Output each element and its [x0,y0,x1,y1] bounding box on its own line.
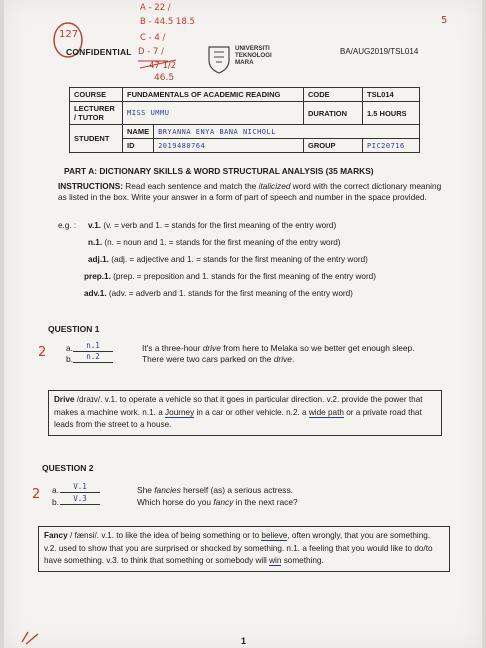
student-label: STUDENT [70,125,123,153]
q2a-part-1: She [137,485,155,495]
q1a-answer[interactable]: n.1 [73,341,113,352]
fancy-headword: Fancy [44,531,68,540]
mark-line-c: C - 4 / [140,33,166,43]
q2a-sentence [137,485,293,495]
duration-value: 1.5 HOURS [363,102,420,125]
mark-line-a: A - 22 / [140,3,171,13]
q1b-part-1: There were two cars parked on the [142,354,274,364]
drive-def-1: v.1. to operate a vehicle so that it goes in particular direction. v.2. provide the power that makes a machine work. n.1. a [54,395,423,417]
mark-line-b: B - 44.5 18.5 [140,17,195,27]
example-code: n.1. [88,238,103,247]
confidential-label: CONFIDENTIAL [66,47,132,57]
q1a-part-2: from here to Melaka so we better get enough sleep. [220,343,415,353]
example-row [84,289,353,298]
group-label: GROUP [304,139,363,153]
q2-score: 2 [32,487,41,502]
id-value: 2019480764 [154,139,304,153]
example-text: (n. = noun and 1. = stands for the first meaning of the entry word) [102,238,341,247]
example-code: prep.1. [84,272,111,281]
q2a-italic-word: fancies [154,485,181,495]
corner-mark: 5 [441,15,448,26]
mark-line-d: D - 7 / [138,47,164,57]
fancy-def-2: , often wrongly, that you are something. v.2. used to show that you are surprised or shocked by something. n.1. a feeling that you would like to do/to have something. v.3. to think that something or somebody will [44,531,433,565]
example-row [84,272,376,281]
example-text: (v. = verb and 1. = stands for the first meaning of the entry word) [101,221,337,230]
red-tick-mark [18,628,42,646]
drive-underline-1: Journey [165,407,195,417]
fancy-def-1: v.1. to like the idea of being something or to [101,531,262,540]
university-logo [205,44,295,74]
code-value: TSL014 [363,88,420,102]
fancy-underline-2: win [269,556,282,565]
q1a-sentence [142,343,415,353]
drive-headword: Drive [54,395,75,404]
course-value: FUNDAMENTALS OF ACADEMIC READING [123,88,304,102]
q2b-part-1: Which horse do you [137,497,214,507]
group-value: PIC20716 [363,139,420,153]
instructions-text-1: Read each sentence and match the [123,181,259,191]
mark-line-e: 47 1/2 [149,61,177,71]
logo-line-3: MARA [235,59,254,66]
q2b-sentence [137,497,298,507]
name-label: NAME [123,125,154,139]
exam-page [4,0,482,648]
total-score: 127 [59,29,79,40]
q2b-italic-word: fancy [213,497,234,507]
course-info-table [69,87,420,153]
q1a-label: a. [66,343,73,353]
eg-label: e.g. : [58,221,77,230]
q2b-part-2: in the next race? [233,497,298,507]
fancy-definition-box [38,526,450,572]
crest-icon [205,44,233,74]
strike-mark [136,58,178,70]
drive-def-2: in a car or other vehicle. n.2. a [194,407,309,417]
drive-underline-2: wide path [308,407,344,417]
q1b-part-2: . [291,354,295,364]
q2a-answer[interactable]: V.1 [60,482,100,493]
question-2-title: QUESTION 2 [42,463,94,473]
drive-def-3: or a private road that leads from the street to a house. [54,407,422,429]
name-value: BRYANNA ENYA BANA NICHOLL [154,125,420,139]
example-row [88,255,368,264]
code-label: CODE [304,88,363,102]
fancy-def-3: something. [281,556,324,565]
example-row [88,238,341,247]
q1b-italic-word: drive [273,354,292,364]
lecturer-label: LECTURER / TUTOR [70,102,123,125]
q1a-part-1: It's a three-hour [142,343,203,353]
q2a-part-2: herself (as) a serious actress. [180,485,293,495]
q2b-label: b. [52,497,59,507]
drive-definition-box [48,390,442,436]
q1b-sentence [142,354,294,364]
logo-line-2: TEKNOLOGI [235,52,272,59]
q1b-answer[interactable]: n.2 [73,352,113,363]
q1-score: 2 [38,345,47,360]
instructions-text-2: word with the correct dictionary meaning as listed in the box. Write your answer in a form of part of speech and number in the space provided. [58,181,442,202]
example-text: (adj. = adjective and 1. = stands for the first meaning of the entry word) [108,255,368,264]
q1a-italic-word: drive [202,343,221,353]
example-code: adv.1. [84,289,107,298]
example-code: v.1. [88,221,102,230]
final-score: 46.5 [154,73,175,83]
lecturer-value: MISS UMMU [123,102,304,125]
example-text: (prep. = preposition and 1. stands for the first meaning of the entry word) [110,272,376,281]
example-code: adj.1. [88,255,109,264]
instructions [58,181,443,202]
drive-pronunciation: /draɪv/. [74,395,105,404]
instructions-italic: italicized [258,181,291,191]
page-number: 1 [241,636,247,646]
document-reference: BA/AUG2019/TSL014 [340,47,419,56]
q2b-answer[interactable]: V.3 [60,494,100,505]
example-text: (adv. = adverb and 1. stands for the first meaning of the entry word) [106,289,353,298]
logo-line-1: UNIVERSITI [235,45,270,52]
fancy-pronunciation: / fænsi/. [67,531,102,540]
q2a-label: a. [52,485,59,495]
course-label: COURSE [70,88,123,102]
question-1-title: QUESTION 1 [48,324,100,334]
duration-label: DURATION [304,102,363,125]
instructions-label: INSTRUCTIONS: [58,181,123,191]
example-row [88,221,336,230]
q1b-label: b. [66,354,73,364]
part-a-title: PART A: DICTIONARY SKILLS & WORD STRUCTURAL ANALYSIS (35 MARKS) [64,166,374,176]
id-label: ID [123,139,154,153]
fancy-underline-1: believe [261,531,288,540]
